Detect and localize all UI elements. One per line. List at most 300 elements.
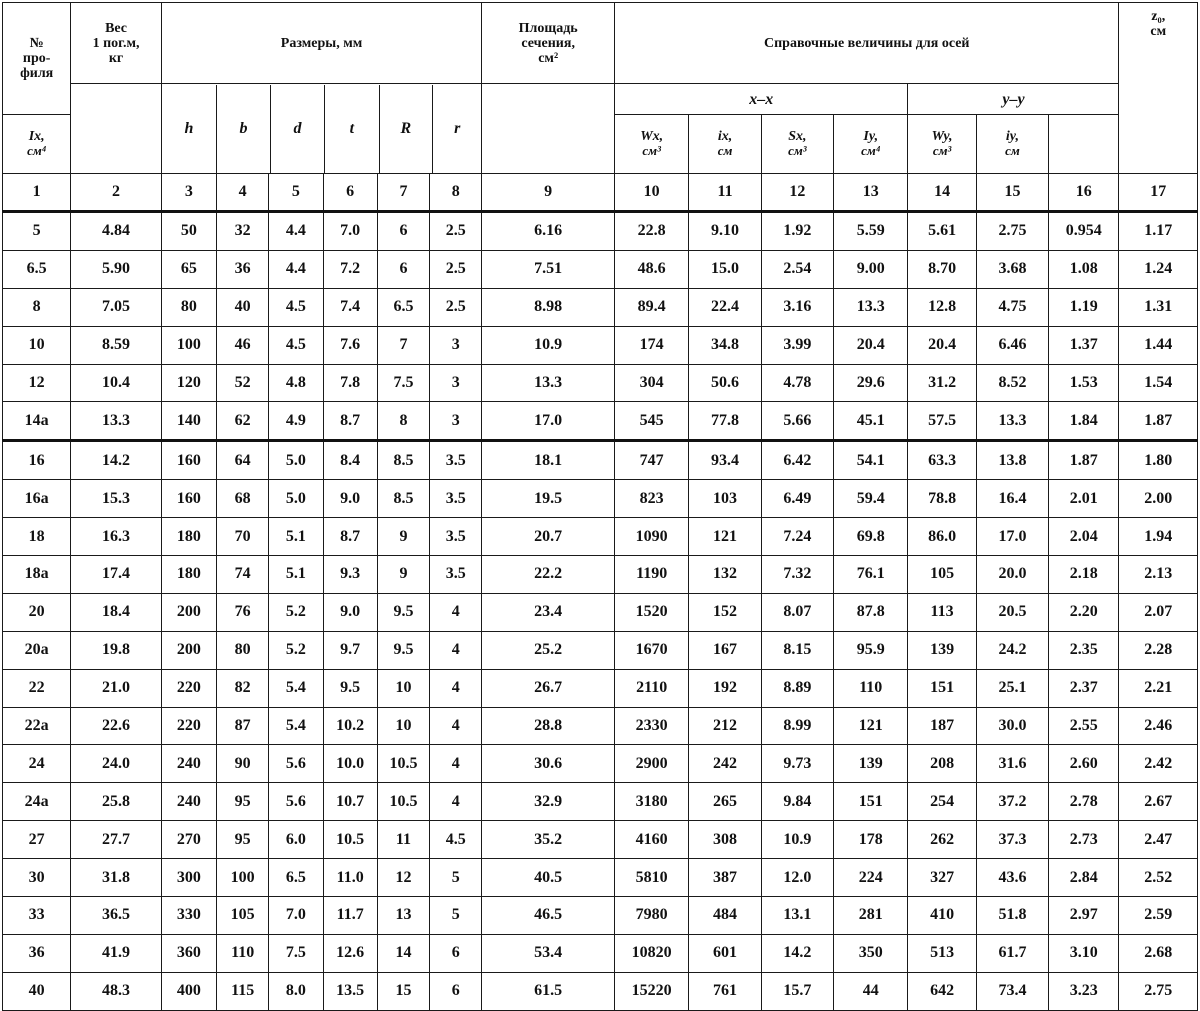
table-cell: 5.2 [269, 593, 323, 631]
table-cell: 761 [689, 972, 761, 1010]
table-cell: 3.16 [761, 288, 833, 326]
table-cell: 48.3 [71, 972, 161, 1010]
table-cell: 10820 [615, 934, 689, 972]
table-cell: 8.0 [269, 972, 323, 1010]
column-number: 17 [1119, 174, 1198, 212]
header-dimensions-blank [161, 84, 482, 174]
table-cell: 115 [217, 972, 269, 1010]
table-cell: 34.8 [689, 326, 761, 364]
column-number: 2 [71, 174, 161, 212]
table-cell: 8.7 [323, 518, 377, 556]
table-cell: 10 [377, 669, 429, 707]
table-cell: 1090 [615, 518, 689, 556]
table-cell: 15.0 [689, 250, 761, 288]
table-cell: 3 [430, 364, 482, 402]
profile-number-cell: 30 [3, 859, 71, 897]
table-cell: 9.5 [377, 593, 429, 631]
table-cell: 40.5 [482, 859, 615, 897]
column-number: 14 [908, 174, 976, 212]
table-cell: 68 [217, 480, 269, 518]
table-cell: 12.0 [761, 859, 833, 897]
table-cell: 9 [377, 518, 429, 556]
table-cell: 167 [689, 631, 761, 669]
table-cell: 22.2 [482, 556, 615, 594]
table-cell: 63.3 [908, 441, 976, 480]
profile-number-cell: 40 [3, 972, 71, 1010]
table-cell: 86.0 [908, 518, 976, 556]
table-cell: 50 [161, 212, 216, 251]
table-cell: 13.1 [761, 897, 833, 935]
table-cell: 30.6 [482, 745, 615, 783]
column-number: 10 [615, 174, 689, 212]
table-row [3, 556, 1198, 594]
table-cell: 105 [217, 897, 269, 935]
table-cell: 10 [377, 707, 429, 745]
table-row [3, 972, 1198, 1010]
profile-number-cell: 20 [3, 593, 71, 631]
table-row [3, 402, 1198, 441]
table-cell: 8.89 [761, 669, 833, 707]
table-cell: 13.3 [482, 364, 615, 402]
table-cell: 64 [217, 441, 269, 480]
profile-number-cell: 24 [3, 745, 71, 783]
table-cell: 5.1 [269, 556, 323, 594]
table-cell: 95 [217, 783, 269, 821]
table-cell: 17.4 [71, 556, 161, 594]
table-cell: 2.13 [1119, 556, 1198, 594]
profile-number-cell: 6.5 [3, 250, 71, 288]
table-body [3, 212, 1198, 1011]
table-cell: 7.6 [323, 326, 377, 364]
table-cell: 5.59 [834, 212, 908, 251]
table-cell: 21.0 [71, 669, 161, 707]
table-cell: 7.5 [377, 364, 429, 402]
table-cell: 2.52 [1119, 859, 1198, 897]
table-cell: 151 [908, 669, 976, 707]
table-cell: 1.08 [1049, 250, 1119, 288]
table-cell: 2110 [615, 669, 689, 707]
table-cell: 132 [689, 556, 761, 594]
table-cell: 387 [689, 859, 761, 897]
header-ix: ix, см [689, 115, 761, 174]
table-cell: 53.4 [482, 934, 615, 972]
table-cell: 87 [217, 707, 269, 745]
header-axis-yy: y–y [908, 84, 1119, 115]
table-cell: 4.84 [71, 212, 161, 251]
table-cell: 3180 [615, 783, 689, 821]
table-cell: 300 [161, 859, 216, 897]
table-row [3, 441, 1198, 480]
table-cell: 823 [615, 480, 689, 518]
table-cell: 254 [908, 783, 976, 821]
table-cell: 10.5 [323, 821, 377, 859]
table-cell: 20.0 [976, 556, 1048, 594]
table-cell: 13.3 [71, 402, 161, 441]
table-cell: 1.94 [1119, 518, 1198, 556]
table-cell: 9.84 [761, 783, 833, 821]
table-cell: 1.84 [1049, 402, 1119, 441]
table-cell: 31.2 [908, 364, 976, 402]
table-cell: 12 [377, 859, 429, 897]
table-cell: 15.7 [761, 972, 833, 1010]
table-cell: 8.5 [377, 480, 429, 518]
table-cell: 3.68 [976, 250, 1048, 288]
table-cell: 87.8 [834, 593, 908, 631]
table-cell: 2.42 [1119, 745, 1198, 783]
header-iy: iy, см [976, 115, 1048, 174]
header-area-blank [482, 84, 615, 174]
table-cell: 1.53 [1049, 364, 1119, 402]
table-row [3, 212, 1198, 251]
table-cell: 4.5 [430, 821, 482, 859]
table-cell: 16.3 [71, 518, 161, 556]
table-cell: 13.3 [976, 402, 1048, 441]
column-number: 5 [269, 174, 323, 212]
table-cell: 5.4 [269, 707, 323, 745]
table-cell: 13.8 [976, 441, 1048, 480]
table-cell: 69.8 [834, 518, 908, 556]
table-cell: 121 [689, 518, 761, 556]
table-cell: 200 [161, 631, 216, 669]
profile-number-cell: 10 [3, 326, 71, 364]
table-cell: 46.5 [482, 897, 615, 935]
table-cell: 95 [217, 821, 269, 859]
table-cell: 11 [377, 821, 429, 859]
table-cell: 2.75 [1119, 972, 1198, 1010]
profile-number-cell: 22a [3, 707, 71, 745]
table-cell: 32.9 [482, 783, 615, 821]
table-cell: 103 [689, 480, 761, 518]
table-cell: 6.46 [976, 326, 1048, 364]
table-cell: 304 [615, 364, 689, 402]
table-cell: 4 [430, 593, 482, 631]
table-cell: 400 [161, 972, 216, 1010]
column-number: 12 [761, 174, 833, 212]
column-number: 13 [834, 174, 908, 212]
table-cell: 200 [161, 593, 216, 631]
table-cell: 242 [689, 745, 761, 783]
table-cell: 3.10 [1049, 934, 1119, 972]
table-row [3, 821, 1198, 859]
table-cell: 1520 [615, 593, 689, 631]
table-cell: 220 [161, 707, 216, 745]
table-cell: 7.0 [269, 897, 323, 935]
table-cell: 7.4 [323, 288, 377, 326]
table-cell: 80 [217, 631, 269, 669]
table-cell: 5.0 [269, 441, 323, 480]
profile-number-cell: 20a [3, 631, 71, 669]
table-cell: 78.8 [908, 480, 976, 518]
table-cell: 35.2 [482, 821, 615, 859]
table-cell: 8.4 [323, 441, 377, 480]
table-cell: 77.8 [689, 402, 761, 441]
table-cell: 5.6 [269, 745, 323, 783]
table-cell: 17.0 [976, 518, 1048, 556]
column-number: 6 [323, 174, 377, 212]
header-dimensions: Размеры, мм [161, 3, 482, 84]
table-cell: 44 [834, 972, 908, 1010]
table-cell: 20.4 [908, 326, 976, 364]
table-cell: 1.17 [1119, 212, 1198, 251]
column-number: 8 [430, 174, 482, 212]
table-cell: 513 [908, 934, 976, 972]
table-cell: 37.3 [976, 821, 1048, 859]
table-cell: 10.7 [323, 783, 377, 821]
table-cell: 5.4 [269, 669, 323, 707]
table-cell: 208 [908, 745, 976, 783]
table-cell: 2.47 [1119, 821, 1198, 859]
table-cell: 105 [908, 556, 976, 594]
table-cell: 5 [430, 859, 482, 897]
table-cell: 100 [217, 859, 269, 897]
table-cell: 2.60 [1049, 745, 1119, 783]
table-cell: 65 [161, 250, 216, 288]
table-cell: 36 [217, 250, 269, 288]
table-cell: 110 [217, 934, 269, 972]
table-row [3, 326, 1198, 364]
header-Ix: Ix, см⁴ [3, 115, 71, 174]
table-cell: 9.5 [323, 669, 377, 707]
table-row [3, 669, 1198, 707]
table-cell: 360 [161, 934, 216, 972]
table-cell: 80 [161, 288, 216, 326]
column-number: 3 [161, 174, 216, 212]
table-cell: 95.9 [834, 631, 908, 669]
table-cell: 2.5 [430, 288, 482, 326]
table-cell: 2.46 [1119, 707, 1198, 745]
table-cell: 73.4 [976, 972, 1048, 1010]
table-cell: 3.5 [430, 556, 482, 594]
table-cell: 12.8 [908, 288, 976, 326]
table-cell: 410 [908, 897, 976, 935]
table-cell: 17.0 [482, 402, 615, 441]
table-cell: 9.5 [377, 631, 429, 669]
table-cell: 2.67 [1119, 783, 1198, 821]
table-cell: 6.16 [482, 212, 615, 251]
table-cell: 70 [217, 518, 269, 556]
table-cell: 4160 [615, 821, 689, 859]
dim-h-label: h [162, 85, 217, 173]
table-cell: 10.9 [761, 821, 833, 859]
table-cell: 22.4 [689, 288, 761, 326]
table-cell: 6.42 [761, 441, 833, 480]
table-cell: 4.75 [976, 288, 1048, 326]
header-Wy: Wy, см³ [908, 115, 976, 174]
table-cell: 20.5 [976, 593, 1048, 631]
table-cell: 10.9 [482, 326, 615, 364]
table-cell: 121 [834, 707, 908, 745]
table-cell: 7.2 [323, 250, 377, 288]
table-cell: 2.37 [1049, 669, 1119, 707]
profile-number-cell: 18 [3, 518, 71, 556]
header-Iy: Iy, см⁴ [834, 115, 908, 174]
table-cell: 113 [908, 593, 976, 631]
table-cell: 7.5 [269, 934, 323, 972]
table-cell: 28.8 [482, 707, 615, 745]
table-cell: 265 [689, 783, 761, 821]
table-cell: 15 [377, 972, 429, 1010]
table-cell: 18.1 [482, 441, 615, 480]
table-cell: 6.49 [761, 480, 833, 518]
dim-subheader [162, 85, 482, 173]
table-cell: 4 [430, 707, 482, 745]
table-cell: 4 [430, 745, 482, 783]
table-cell: 7 [377, 326, 429, 364]
table-cell: 187 [908, 707, 976, 745]
table-cell: 3.99 [761, 326, 833, 364]
table-cell: 212 [689, 707, 761, 745]
table-cell: 25.1 [976, 669, 1048, 707]
table-cell: 19.8 [71, 631, 161, 669]
table-cell: 2.35 [1049, 631, 1119, 669]
table-cell: 59.4 [834, 480, 908, 518]
table-cell: 3 [430, 402, 482, 441]
table-cell: 2.97 [1049, 897, 1119, 935]
table-cell: 20.7 [482, 518, 615, 556]
table-cell: 160 [161, 480, 216, 518]
table-cell: 8.7 [323, 402, 377, 441]
table-cell: 13.3 [834, 288, 908, 326]
table-cell: 545 [615, 402, 689, 441]
table-row [3, 480, 1198, 518]
table-cell: 6.0 [269, 821, 323, 859]
table-cell: 14 [377, 934, 429, 972]
profile-number-cell: 16a [3, 480, 71, 518]
table-cell: 1670 [615, 631, 689, 669]
profile-number-cell: 36 [3, 934, 71, 972]
table-cell: 5.0 [269, 480, 323, 518]
table-cell: 5810 [615, 859, 689, 897]
table-cell: 224 [834, 859, 908, 897]
table-cell: 9 [377, 556, 429, 594]
table-cell: 110 [834, 669, 908, 707]
table-cell: 6 [430, 972, 482, 1010]
table-cell: 46 [217, 326, 269, 364]
profile-number-cell: 12 [3, 364, 71, 402]
table-cell: 6 [430, 934, 482, 972]
table-cell: 3.5 [430, 518, 482, 556]
table-cell: 4 [430, 669, 482, 707]
table-cell: 15.3 [71, 480, 161, 518]
table-cell: 13.5 [323, 972, 377, 1010]
table-cell: 2.5 [430, 250, 482, 288]
table-cell: 8.52 [976, 364, 1048, 402]
table-cell: 93.4 [689, 441, 761, 480]
table-cell: 22.8 [615, 212, 689, 251]
table-cell: 5.90 [71, 250, 161, 288]
table-cell: 180 [161, 518, 216, 556]
table-cell: 1.24 [1119, 250, 1198, 288]
table-cell: 9.0 [323, 480, 377, 518]
table-cell: 8.07 [761, 593, 833, 631]
table-cell: 8.99 [761, 707, 833, 745]
column-number: 16 [1049, 174, 1119, 212]
table-cell: 6.5 [377, 288, 429, 326]
table-cell: 4.78 [761, 364, 833, 402]
table-cell: 1190 [615, 556, 689, 594]
table-cell: 10.4 [71, 364, 161, 402]
table-cell: 4.4 [269, 212, 323, 251]
dim-t-label: t [325, 85, 379, 173]
profile-number-cell: 14a [3, 402, 71, 441]
table-cell: 6.5 [269, 859, 323, 897]
profile-number-cell: 24a [3, 783, 71, 821]
table-row [3, 745, 1198, 783]
table-cell: 4 [430, 631, 482, 669]
header-profile-number: № про- филя [3, 3, 71, 115]
table-cell: 2.07 [1119, 593, 1198, 631]
table-cell: 62 [217, 402, 269, 441]
table-cell: 36.5 [71, 897, 161, 935]
table-cell: 61.7 [976, 934, 1048, 972]
profile-number-cell: 18a [3, 556, 71, 594]
table-row [3, 288, 1198, 326]
table-cell: 350 [834, 934, 908, 972]
table-cell: 15220 [615, 972, 689, 1010]
table-row [3, 934, 1198, 972]
table-cell: 330 [161, 897, 216, 935]
table-cell: 7.8 [323, 364, 377, 402]
table-cell: 50.6 [689, 364, 761, 402]
table-row [3, 631, 1198, 669]
table-cell: 4.8 [269, 364, 323, 402]
table-cell: 11.7 [323, 897, 377, 935]
table-cell: 10.5 [377, 745, 429, 783]
table-cell: 327 [908, 859, 976, 897]
table-row [3, 593, 1198, 631]
table-cell: 29.6 [834, 364, 908, 402]
table-cell: 8.15 [761, 631, 833, 669]
table-cell: 2.68 [1119, 934, 1198, 972]
table-cell: 1.44 [1119, 326, 1198, 364]
table-cell: 18.4 [71, 593, 161, 631]
header-axis-xx: x–x [615, 84, 908, 115]
table-cell: 14.2 [71, 441, 161, 480]
table-cell: 139 [908, 631, 976, 669]
table-cell: 2330 [615, 707, 689, 745]
table-cell: 174 [615, 326, 689, 364]
table-cell: 7.24 [761, 518, 833, 556]
table-cell: 1.87 [1119, 402, 1198, 441]
table-cell: 3.5 [430, 480, 482, 518]
header-weight: Вес 1 пог.м, кг [71, 3, 161, 84]
table-cell: 2.59 [1119, 897, 1198, 935]
table-cell: 1.37 [1049, 326, 1119, 364]
table-cell: 40 [217, 288, 269, 326]
table-cell: 9.10 [689, 212, 761, 251]
table-cell: 4.9 [269, 402, 323, 441]
table-cell: 747 [615, 441, 689, 480]
table-cell: 2.75 [976, 212, 1048, 251]
table-cell: 7980 [615, 897, 689, 935]
table-cell: 4 [430, 783, 482, 821]
table-cell: 5 [430, 897, 482, 935]
table-cell: 7.05 [71, 288, 161, 326]
table-cell: 2.18 [1049, 556, 1119, 594]
table-cell: 52 [217, 364, 269, 402]
header-reference-values: Справочные величины для осей [615, 3, 1119, 84]
table-cell: 140 [161, 402, 216, 441]
table-cell: 601 [689, 934, 761, 972]
table-cell: 1.87 [1049, 441, 1119, 480]
table-cell: 27.7 [71, 821, 161, 859]
table-cell: 10.5 [377, 783, 429, 821]
dim-R-label: R [379, 85, 433, 173]
table-cell: 82 [217, 669, 269, 707]
table-row [3, 783, 1198, 821]
column-number: 15 [976, 174, 1048, 212]
table-cell: 2.78 [1049, 783, 1119, 821]
